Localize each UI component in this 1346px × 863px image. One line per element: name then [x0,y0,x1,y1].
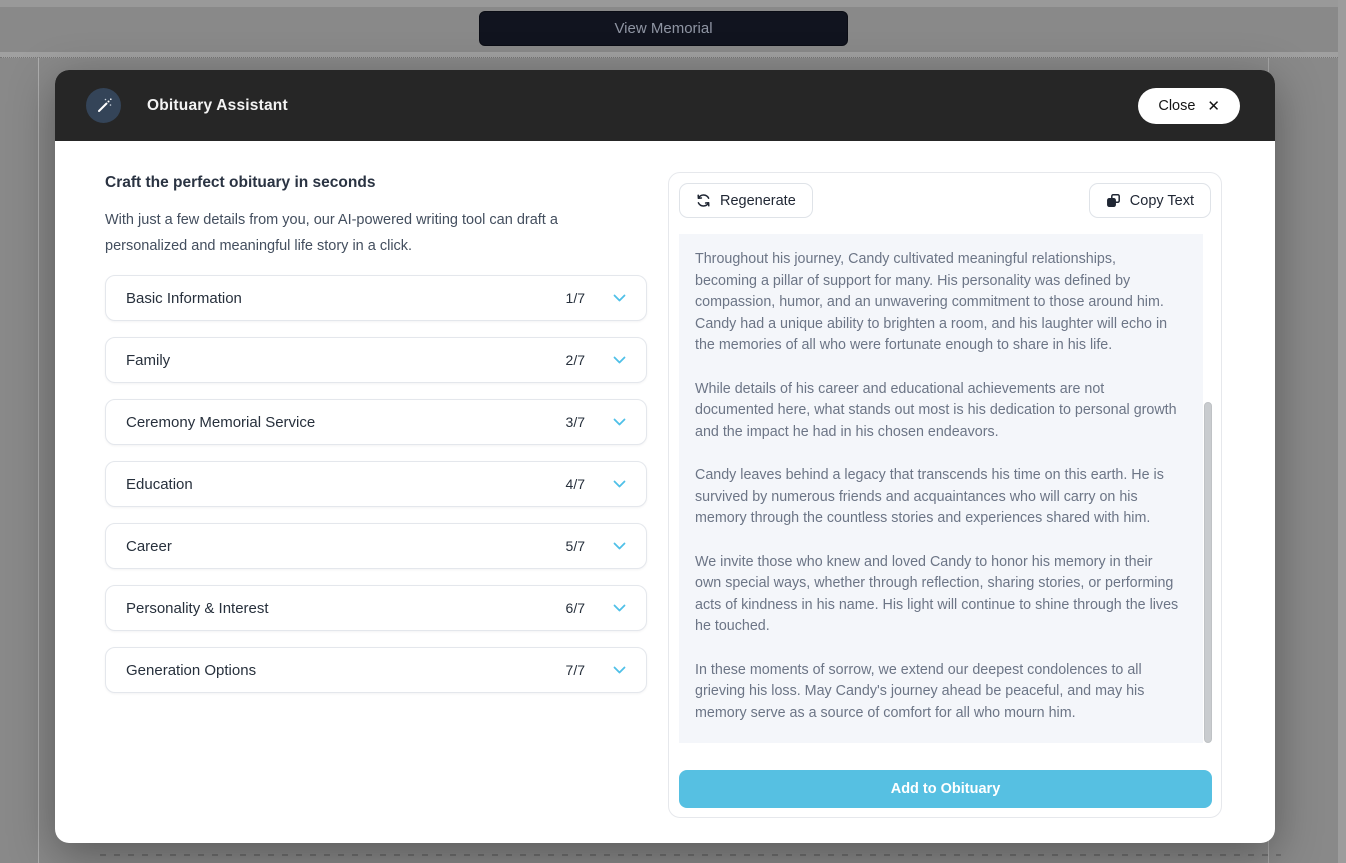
obituary-assistant-modal [55,70,1275,843]
modal-body [55,141,1275,843]
intro-heading: Craft the perfect obituary in seconds [105,174,376,191]
accordion-section[interactable] [105,461,647,507]
editor-toolbar [679,183,1211,218]
accordion-section-label: Personality & Interest [126,599,269,617]
chevron-down-icon [613,294,626,303]
obituary-text[interactable] [679,234,1203,743]
regenerate-button-label: Regenerate [720,192,796,209]
accordion-section[interactable] [105,585,647,631]
chevron-down-icon [613,604,626,613]
chevron-down-icon [613,418,626,427]
scrollbar-thumb[interactable] [1204,402,1212,743]
obituary-paragraph: In these moments of sorrow, we extend our deepest condolences to all grieving his loss. May Candy's journey ahead be peaceful, and may his memory serve as a source of comfort for all who mourn him. [695,661,1145,721]
close-button[interactable] [1138,88,1240,124]
obituary-paragraph: We invite those who knew and loved Candy to honor his memory in their own special ways, whether through reflection, sharing stories, or performing acts of kindness in his name. His light will continue to shine through the lives he touched. [695,553,1179,634]
obituary-paragraph: Candy leaves behind a legacy that transcends his time on this earth. He is survived by numerous friends and acquaintances who will carry on his memory through the countless stories and experiences shared with him. [695,467,1164,526]
generated-obituary-panel [668,172,1222,818]
backdrop-page-left-edge [38,58,39,863]
accordion-section[interactable] [105,337,647,383]
accordion-section-label: Family [126,351,171,369]
accordion-section-label: Basic Information [126,289,242,307]
backdrop-header-divider [0,52,1346,58]
accordion-section[interactable] [105,647,647,693]
accordion-section-count: 1/7 [565,290,585,306]
accordion-section-count: 5/7 [565,538,585,554]
view-memorial-button[interactable]: View Memorial [479,11,848,46]
close-button-label: Close [1158,97,1196,114]
accordion-section-count: 3/7 [565,414,585,430]
chevron-down-icon [613,542,626,551]
chevron-down-icon [613,480,626,489]
copy-text-button-label: Copy Text [1129,192,1194,209]
refresh-icon [696,193,711,208]
accordion-section[interactable] [105,399,647,445]
form-column [105,141,647,709]
obituary-paragraph: Throughout his journey, Candy cultivated meaningful relationships, becoming a pillar of support for many. His personality was defined by compassion, humor, and an unwavering commitment to those around him. Candy had a unique ability to brighten a room, and his laughter will echo in the memories of all who were fortunate enough to share in his life. [695,251,1168,353]
chevron-down-icon [613,666,626,675]
modal-header [55,70,1275,141]
copy-icon [1106,193,1121,208]
accordion-section-label: Education [126,475,193,493]
accordion-list [105,275,647,693]
backdrop-top-edge [0,0,1346,7]
intro-description: With just a few details from you, our AI-powered writing tool can draft a personalized and meaningful life story in a click. [105,212,558,254]
accordion-section[interactable] [105,275,647,321]
chevron-down-icon [613,356,626,365]
obituary-paragraph: While details of his career and educational achievements are not documented here, what stands out most is his dedication to personal growth and the impact he had in his chosen endeavors. [695,380,1177,440]
magic-wand-icon [86,88,121,123]
accordion-section-count: 2/7 [565,352,585,368]
accordion-section-label: Career [126,537,172,555]
accordion-section-label: Generation Options [126,661,257,679]
regenerate-button[interactable] [679,183,813,218]
accordion-section-label: Ceremony Memorial Service [126,413,316,431]
add-to-obituary-button[interactable]: Add to Obituary [679,770,1212,808]
accordion-section-count: 7/7 [565,662,585,678]
accordion-section-count: 6/7 [565,600,585,616]
copy-text-button[interactable] [1089,183,1211,218]
accordion-section[interactable] [105,523,647,569]
modal-title: Obituary Assistant [147,96,288,114]
backdrop-dashed-divider [100,854,1281,856]
window-scrollbar[interactable] [1338,0,1346,863]
obituary-text-container [679,234,1213,743]
accordion-section-count: 4/7 [565,476,585,492]
close-icon: ✕ [1207,97,1220,115]
